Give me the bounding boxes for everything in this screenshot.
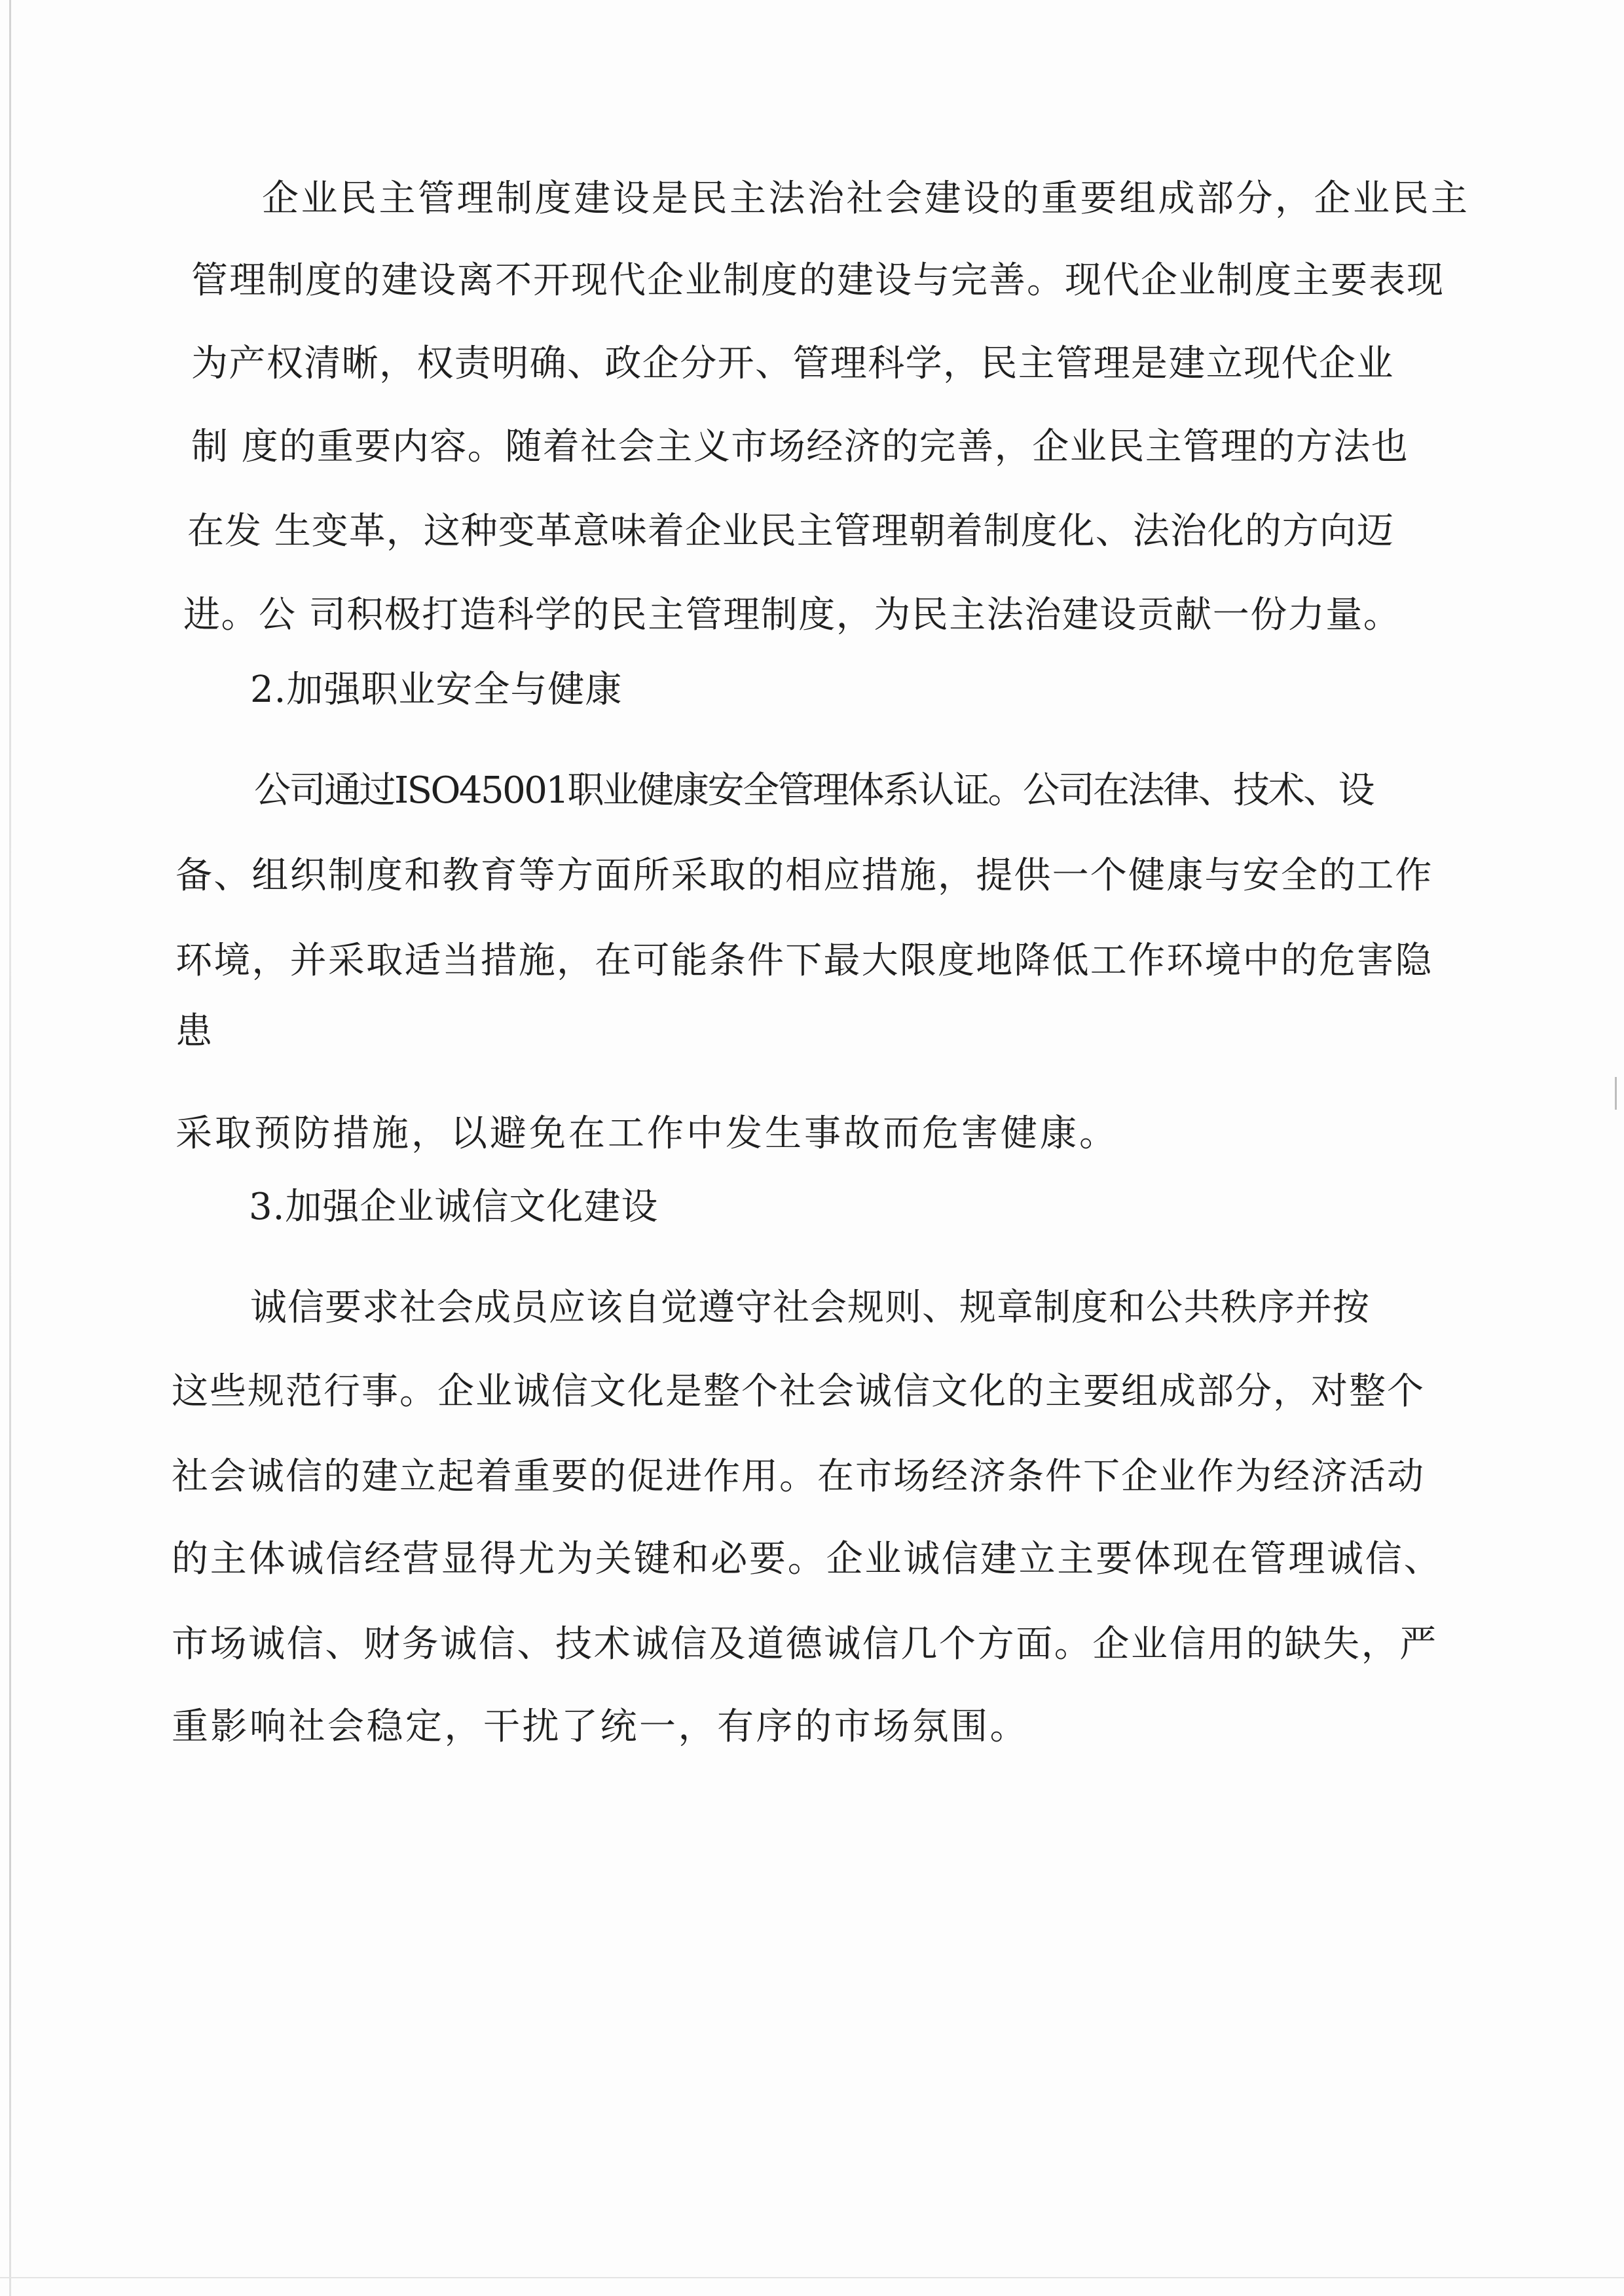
paragraph-1-line-1: 企业民主管理制度建设是民主法治社会建设的重要组成部分，企业民主 [262,177,1470,220]
paragraph-3-line-2: 这些规范行事。企业诚信文化是整个社会诚信文化的主要组成部分，对整个 [172,1370,1425,1413]
scan-edge-bottom [0,2277,1624,2278]
paragraph-2-line-1: 公司通过ISO45001职业健康安全管理体系认证。公司在法律、技术、设 [254,769,1374,812]
paragraph-3-line-6: 重影响社会稳定，干扰了统一，有序的市场氛围。 [172,1705,1029,1748]
scan-edge-left [9,0,11,2296]
section-heading-2: 2.加强职业安全与健康 [250,668,623,711]
paragraph-1-line-4: 制 度的重要内容。随着社会主义市场经济的完善，企业民主管理的方法也 [191,426,1409,468]
paragraph-1-line-5: 在发 生变革，这种变革意味着企业民主管理朝着制度化、法治化的方向迈 [187,510,1394,553]
paragraph-2-line-5: 采取预防措施，以避免在工作中发生事故而危害健康。 [175,1112,1118,1155]
paragraph-1-line-2: 管理制度的建设离不开现代企业制度的建设与完善。现代企业制度主要表现 [191,259,1445,302]
paragraph-3-line-3: 社会诚信的建立起着重要的促进作用。在市场经济条件下企业作为经济活动 [172,1455,1425,1498]
section-heading-3: 3.加强企业诚信文化建设 [249,1186,659,1228]
paragraph-2-line-4: 患 [175,1010,212,1053]
paragraph-3-line-5: 市场诚信、财务诚信、技术诚信及道德诚信几个方面。企业信用的缺失，严 [172,1623,1438,1666]
paragraph-2-line-2: 备、组织制度和教育等方面所采取的相应措施，提供一个健康与安全的工作 [175,854,1433,897]
scan-mark-right [1615,1077,1617,1110]
paragraph-1-line-6: 进。公 司积极打造科学的民主管理制度，为民主法治建设贡献一份力量。 [183,594,1401,636]
paragraph-2-line-3: 环境，并采取适当措施，在可能条件下最大限度地降低工作环境中的危害隐 [175,939,1433,982]
paragraph-1-line-3: 为产权清晰，权责明确、政企分开、管理科学，民主管理是建立现代企业 [191,342,1394,385]
paragraph-3-line-4: 的主体诚信经营显得尤为关键和必要。企业诚信建立主要体现在管理诚信、 [172,1538,1443,1580]
paragraph-3-line-1: 诚信要求社会成员应该自觉遵守社会规则、规章制度和公共秩序并按 [250,1286,1370,1329]
